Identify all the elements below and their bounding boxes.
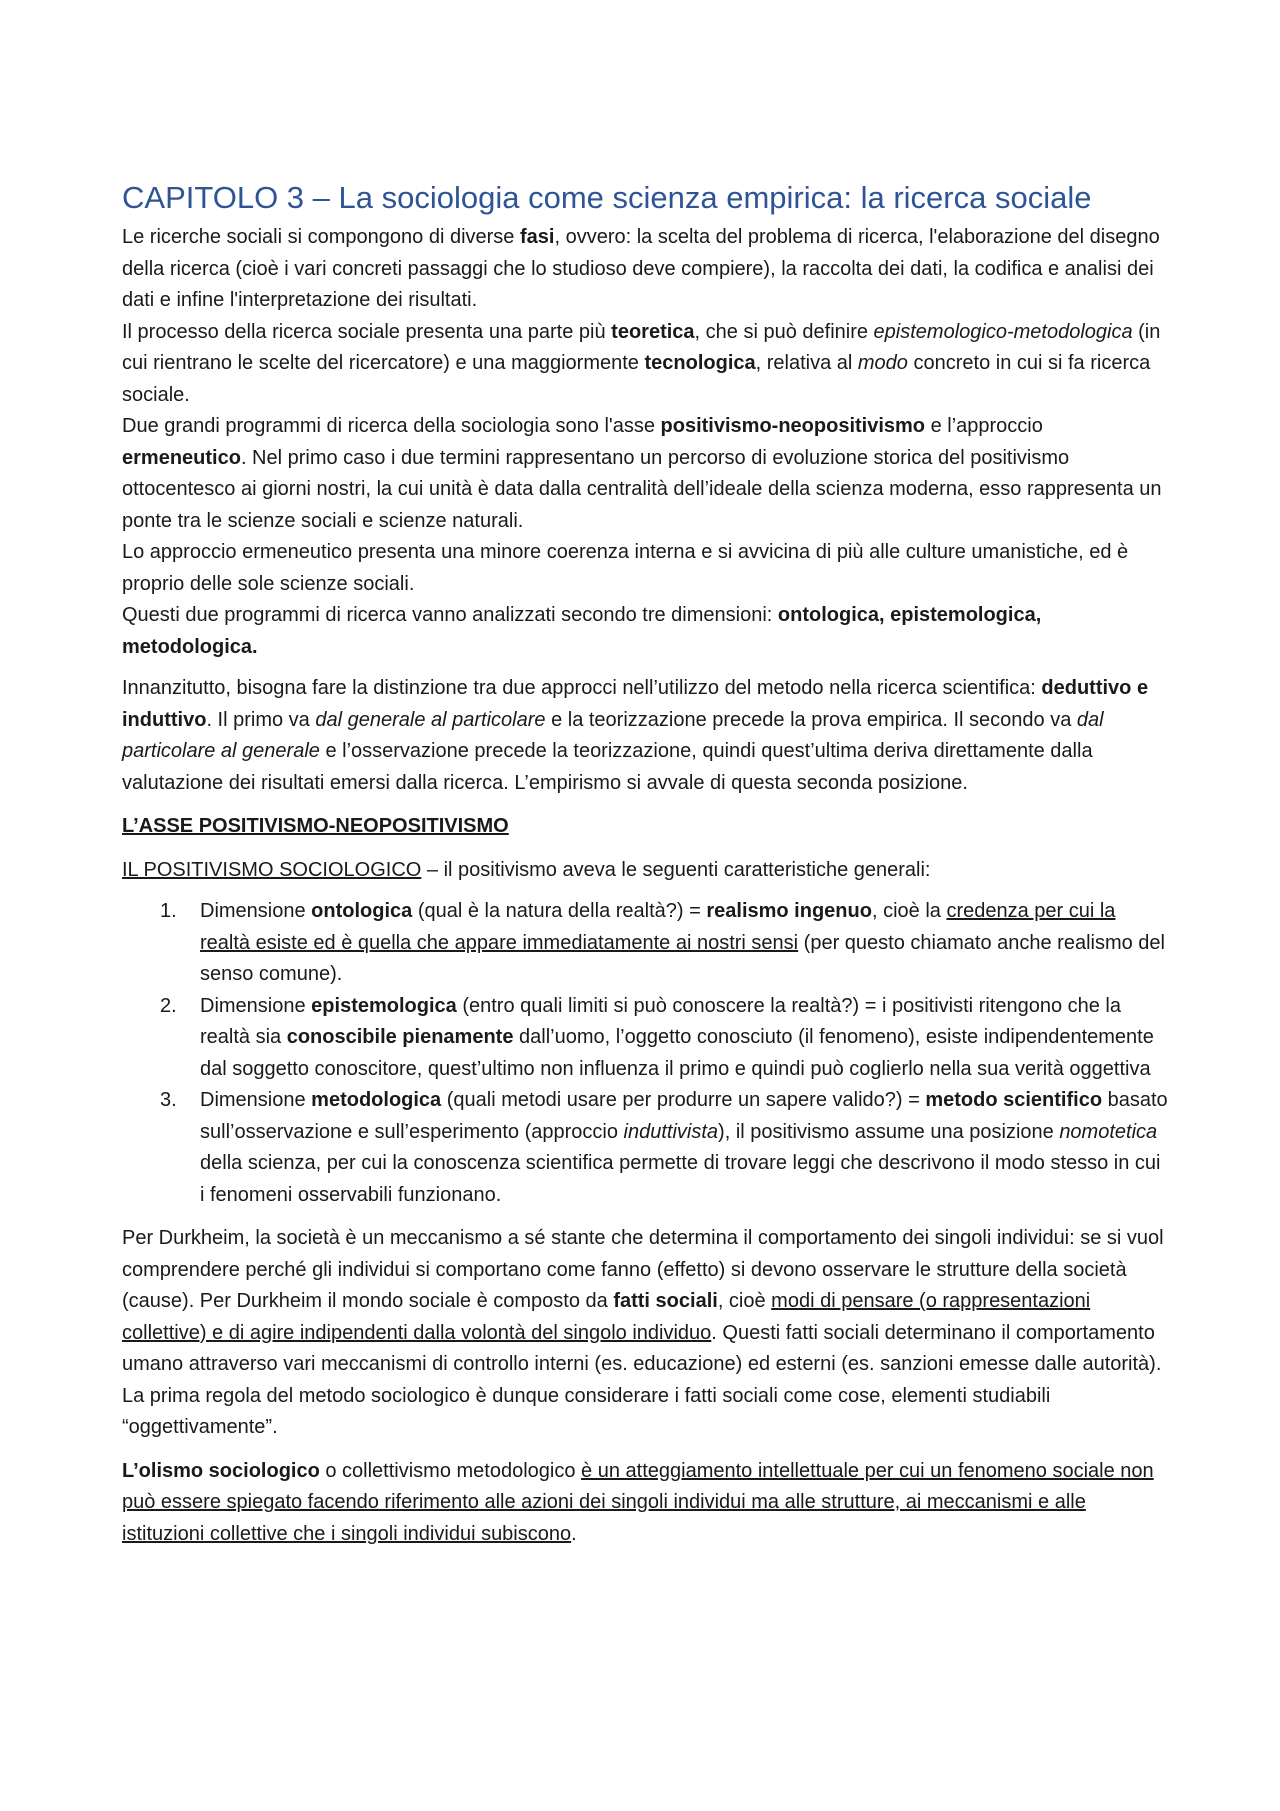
text: Dimensione — [200, 994, 312, 1017]
text: dall’uomo, l’oggetto conosciuto (il fenomeno), esiste indipendentemente dal soggetto conoscitore, quest’ultimo non influenza il primo e quindi può coglierlo nella sua verità oggettiva — [200, 1026, 1154, 1080]
text: , ovvero: la scelta del problema di ricerca, l'elaborazione del disegno della ricerca (cioè i vari concreti passaggi che lo studioso deve compiere), la raccolta dei dati, la codifica e analisi dei dati e infine l'interpretazione dei risultati. — [122, 226, 1160, 311]
term: metodologica — [311, 1089, 442, 1111]
text: (per questo chiamato anche realismo del senso comune). — [200, 931, 1165, 985]
text: Questi due programmi di ricerca vanno analizzati secondo tre dimensioni: — [122, 604, 778, 626]
term-epistemologico-metodologica: epistemologico-metodologica — [873, 320, 1133, 343]
text: , relativa al — [755, 352, 858, 374]
underlined-text: credenza per cui la realtà esiste ed è quella che appare immediatamente ai nostri sensi — [200, 900, 1116, 954]
term: epistemologica — [311, 994, 457, 1017]
section-heading: L’ASSE POSITIVISMO-NEOPOSITIVISMO — [122, 815, 509, 837]
text: . Il primo va — [206, 708, 316, 731]
text: . Questi fatti sociali determinano il comportamento umano attraverso vari meccanismi di controllo interni (es. educazione) ed esterni (es. sanzioni emesse dalle autorità). La prima regola del metodo sociologico è dunque considerare i fatti sociali come cose, elementi studiabili “oggettivamente”. — [122, 1321, 1162, 1438]
term-positivismo-neopositivismo: positivismo-neopositivismo — [660, 415, 926, 437]
term: realismo ingenuo — [706, 900, 872, 922]
text: Dimensione — [200, 900, 312, 922]
term-tecnologica: tecnologica — [644, 352, 756, 374]
text: della scienza, per cui la conoscenza scientifica permette di trovare leggi che descrivono il modo stesso in cui i fenomeni osservabili funzionano. — [200, 1152, 1161, 1206]
text: o collettivismo metodologico — [319, 1459, 582, 1482]
text: Le ricerche sociali si compongono di diverse — [122, 226, 520, 248]
text: Due grandi programmi di ricerca della sociologia sono l'asse — [122, 415, 661, 437]
list-number: 2. — [160, 994, 177, 1017]
term: conoscibile pienamente — [286, 1026, 514, 1048]
text: (qual è la natura della realtà?) = — [412, 900, 707, 922]
text: Per Durkheim, la società è un meccanismo a sé stante che determina il comportamento dei singoli individui: se si vuol comprendere perché gli individui si comportano come fanno (effetto) si devono osservare le strutture della società (cause). Per Durkheim il mondo sociale è composto da — [122, 1227, 1164, 1312]
term-ermeneutico: ermeneutico — [122, 446, 241, 469]
text: basato sull’osservazione e sull’esperimento (approccio — [200, 1089, 1168, 1143]
term: ontologica — [311, 900, 413, 922]
text: Dimensione — [200, 1089, 312, 1111]
subsection-heading — [122, 855, 1168, 887]
text: , che si può definire — [694, 320, 874, 343]
text: Innanzitutto, bisogna fare la distinzione tra due approcci nell’utilizzo del metodo nella ricerca scientifica: — [122, 677, 1042, 699]
method-paragraph — [122, 673, 1168, 799]
term-dimensions: ontologica, epistemologica, metodologica. — [122, 604, 1042, 658]
text: , cioè — [717, 1290, 772, 1312]
text: – il positivismo aveva le seguenti caratteristiche generali: — [421, 858, 931, 881]
intro-paragraph-programs — [122, 411, 1168, 537]
intro-paragraph-dimensions — [122, 600, 1168, 663]
text: (in cui rientrano le scelte del ricercatore) e una maggiormente — [122, 320, 1161, 374]
subsection-label: IL POSITIVISMO SOCIOLOGICO — [122, 858, 422, 881]
intro-paragraph-phases — [122, 222, 1168, 317]
text: (entro quali limiti si può conoscere la realtà?) = i positivisti ritengono che la realtà sia — [200, 994, 1121, 1048]
list-number: 3. — [160, 1089, 177, 1111]
list-item — [122, 1085, 1168, 1211]
intro-paragraph-process — [122, 317, 1168, 412]
term: metodo scientifico — [925, 1089, 1103, 1111]
text: (quali metodi usare per produrre un sapere valido?) = — [441, 1089, 926, 1111]
text: e la teorizzazione precede la prova empirica. Il secondo va — [545, 708, 1077, 731]
list-item — [122, 991, 1168, 1086]
durkheim-paragraph — [122, 1223, 1168, 1444]
text: , cioè la — [871, 900, 947, 922]
term-generale-particolare: dal generale al particolare — [315, 708, 546, 731]
term-olismo: L’olismo sociologico — [122, 1459, 320, 1482]
text: ), il positivismo assume una posizione — [718, 1120, 1060, 1143]
intro-paragraph-hermeneutic: Lo approccio ermeneutico presenta una minore coerenza interna e si avvicina di più alle culture umanistiche, ed è proprio delle sole scienze sociali. — [122, 541, 1129, 595]
olismo-paragraph — [122, 1456, 1168, 1551]
text: Il processo della ricerca sociale presenta una parte più — [122, 320, 612, 343]
list-number: 1. — [160, 900, 177, 922]
text: e l’osservazione precede la teorizzazione, quindi quest’ultima deriva direttamente dalla valutazione dei risultati emersi dalla ricerca. L’empirismo si avvale di questa seconda posizione. — [122, 740, 1093, 794]
term: nomotetica — [1059, 1120, 1158, 1143]
term: induttivista — [623, 1120, 719, 1143]
chapter-title: CAPITOLO 3 – La sociologia come scienza empirica: la ricerca sociale — [122, 180, 1092, 215]
text: concreto in cui si fa ricerca sociale. — [122, 352, 1151, 406]
term-teoretica: teoretica — [611, 320, 695, 343]
term-particolare-generale: dal particolare al generale — [122, 708, 1104, 762]
list-item — [122, 896, 1168, 991]
text: e l’approccio — [925, 415, 1043, 437]
term-fasi: fasi — [519, 226, 555, 248]
term-fatti-sociali: fatti sociali — [613, 1290, 718, 1312]
term-modo: modo — [857, 352, 908, 374]
text: . — [571, 1522, 577, 1545]
text: . Nel primo caso i due termini rappresentano un percorso di evoluzione storica del positivismo ottocentesco ai giorni nostri, la cui unità è data dalla centralità dell’ideale della scienza moderna, esso rappresenta un ponte tra le scienze sociali e scienze naturali. — [122, 446, 1162, 532]
underlined-text: è un atteggiamento intellettuale per cui un fenomeno sociale non può essere spiegato facendo riferimento alle azioni dei singoli individui ma alle strutture, ai meccanismi e alle istituzioni collettive che i singoli individui subiscono — [122, 1459, 1154, 1545]
term-deduttivo-induttivo: deduttivo e induttivo — [122, 677, 1149, 731]
dimensions-list — [122, 896, 1168, 1211]
underlined-text: modi di pensare (o rappresentazioni collettive) e di agire indipendenti dalla volontà del singolo individuo — [122, 1290, 1091, 1344]
